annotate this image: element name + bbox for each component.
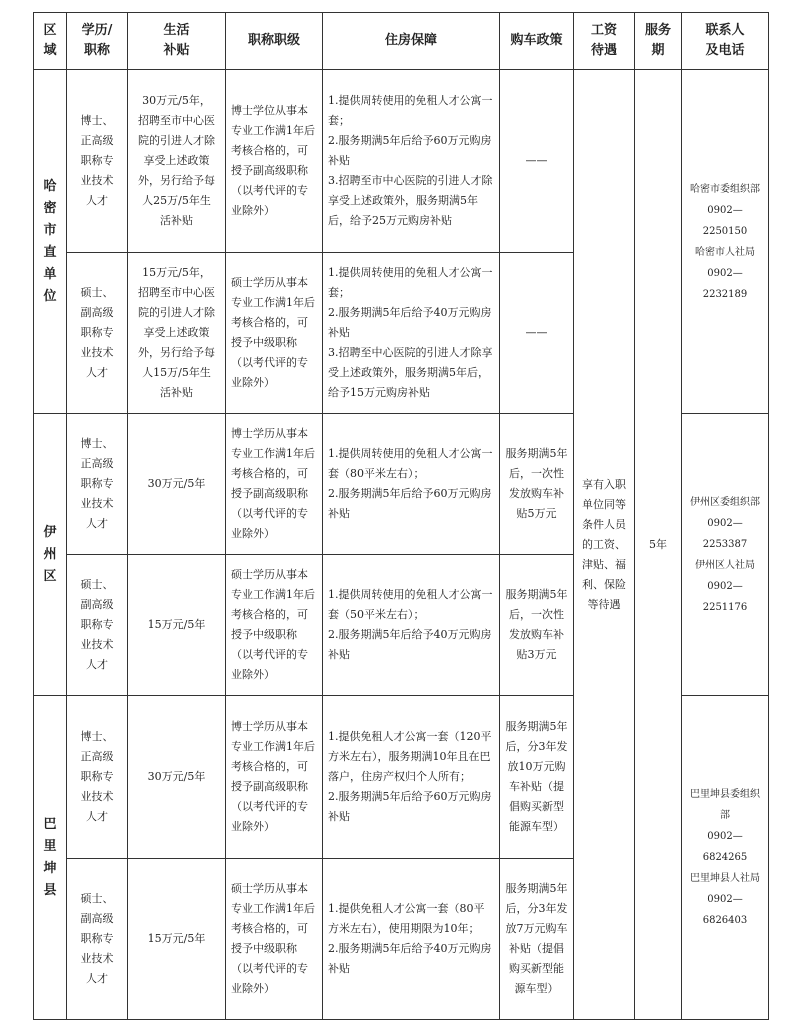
car-cell: 服务期满5年后，分3年发放7万元购车补贴（提倡购买新型能源车型） xyxy=(500,859,574,1020)
header-service: 服务 期 xyxy=(635,13,682,70)
policy-table xyxy=(33,12,769,1020)
region-balikun: 巴 里 坤 县 xyxy=(34,696,67,1020)
subsidy-cell: 30万元/5年，招聘至市中心医院的引进人才除享受上述政策外，另行给予每人25万/5年生活补贴 xyxy=(128,70,226,253)
header-region: 区 域 xyxy=(34,13,67,70)
title-cell: 硕士学历从事本专业工作满1年后考核合格的，可授予中级职称（以考代评的专业除外） xyxy=(226,859,323,1020)
degree-cell: 博士、正高级职称专业技术人才 xyxy=(67,70,128,253)
housing-cell: 1.提供周转使用的免租人才公寓一套（80平米左右）； 2.服务期满5年后给予60万元购房补贴 xyxy=(323,414,500,555)
header-title: 职称职级 xyxy=(226,13,323,70)
degree-cell: 硕士、副高级职称专业技术人才 xyxy=(67,555,128,696)
header-contact: 联系人 及电话 xyxy=(682,13,769,70)
subsidy-cell: 15万元/5年，招聘至市中心医院的引进人才除享受上述政策外，另行给予每人15万/5年生活补贴 xyxy=(128,253,226,414)
contact-balikun: 巴里坤县委组织部 0902—6824265 巴里坤县人社局 0902—6826403 xyxy=(682,696,769,1020)
contact-yizhou: 伊州区委组织部 0902—2253387 伊州区人社局 0902—2251176 xyxy=(682,414,769,696)
car-cell: —— xyxy=(500,253,574,414)
salary-cell: 享有入职单位同等条件人员的工资、津贴、福利、保险等待遇 xyxy=(574,70,635,1020)
header-housing: 住房保障 xyxy=(323,13,500,70)
housing-cell: 1.提供免租人才公寓一套（80平方米左右），使用期限为10年； 2.服务期满5年后给予40万元购房补贴 xyxy=(323,859,500,1020)
subsidy-cell: 15万元/5年 xyxy=(128,859,226,1020)
subsidy-cell: 30万元/5年 xyxy=(128,414,226,555)
degree-cell: 硕士、副高级职称专业技术人才 xyxy=(67,253,128,414)
title-cell: 博士学历从事本专业工作满1年后考核合格的，可授予副高级职称（以考代评的专业除外） xyxy=(226,696,323,859)
header-car: 购车政策 xyxy=(500,13,574,70)
region-hami: 哈密 市直 单位 xyxy=(34,70,67,414)
degree-cell: 博士、正高级职称专业技术人才 xyxy=(67,414,128,555)
housing-cell: 1.提供免租人才公寓一套（120平方米左右），服务期满10年且在巴落户，住房产权归个人所有； 2.服务期满5年后给予60万元购房补贴 xyxy=(323,696,500,859)
subsidy-cell: 30万元/5年 xyxy=(128,696,226,859)
subsidy-cell: 15万元/5年 xyxy=(128,555,226,696)
housing-cell: 1.提供周转使用的免租人才公寓一套（50平米左右）； 2.服务期满5年后给予40万元购房补贴 xyxy=(323,555,500,696)
service-cell: 5年 xyxy=(635,70,682,1020)
car-cell: 服务期满5年后，一次性发放购车补贴5万元 xyxy=(500,414,574,555)
car-cell: 服务期满5年后，一次性发放购车补贴3万元 xyxy=(500,555,574,696)
title-cell: 博士学位从事本专业工作满1年后考核合格的，可授予副高级职称（以考代评的专业除外） xyxy=(226,70,323,253)
housing-cell: 1.提供周转使用的免租人才公寓一套； 2.服务期满5年后给予40万元购房补贴 3.招聘至中心医院的引进人才除享受上述政策外，服务期满5年后，给予15万元购房补贴 xyxy=(323,253,500,414)
title-cell: 硕士学历从事本专业工作满1年后考核合格的，可授予中级职称（以考代评的专业除外） xyxy=(226,253,323,414)
car-cell: —— xyxy=(500,70,574,253)
title-cell: 博士学历从事本专业工作满1年后考核合格的，可授予副高级职称（以考代评的专业除外） xyxy=(226,414,323,555)
housing-cell: 1.提供周转使用的免租人才公寓一套； 2.服务期满5年后给予60万元购房补贴 3.招聘至市中心医院的引进人才除享受上述政策外，服务期满5年后，给予25万元购房补贴 xyxy=(323,70,500,253)
degree-cell: 硕士、副高级职称专业技术人才 xyxy=(67,859,128,1020)
header-salary: 工资 待遇 xyxy=(574,13,635,70)
region-yizhou: 伊 州 区 xyxy=(34,414,67,696)
table-row xyxy=(34,70,769,253)
car-cell: 服务期满5年后，分3年发放10万元购车补贴（提倡购买新型能源车型） xyxy=(500,696,574,859)
header-degree: 学历/ 职称 xyxy=(67,13,128,70)
header-subsidy: 生活 补贴 xyxy=(128,13,226,70)
header-row xyxy=(34,13,769,70)
title-cell: 硕士学历从事本专业工作满1年后考核合格的，可授予中级职称（以考代评的专业除外） xyxy=(226,555,323,696)
degree-cell: 博士、正高级职称专业技术人才 xyxy=(67,696,128,859)
contact-hami: 哈密市委组织部 0902—2250150 哈密市人社局 0902—2232189 xyxy=(682,70,769,414)
